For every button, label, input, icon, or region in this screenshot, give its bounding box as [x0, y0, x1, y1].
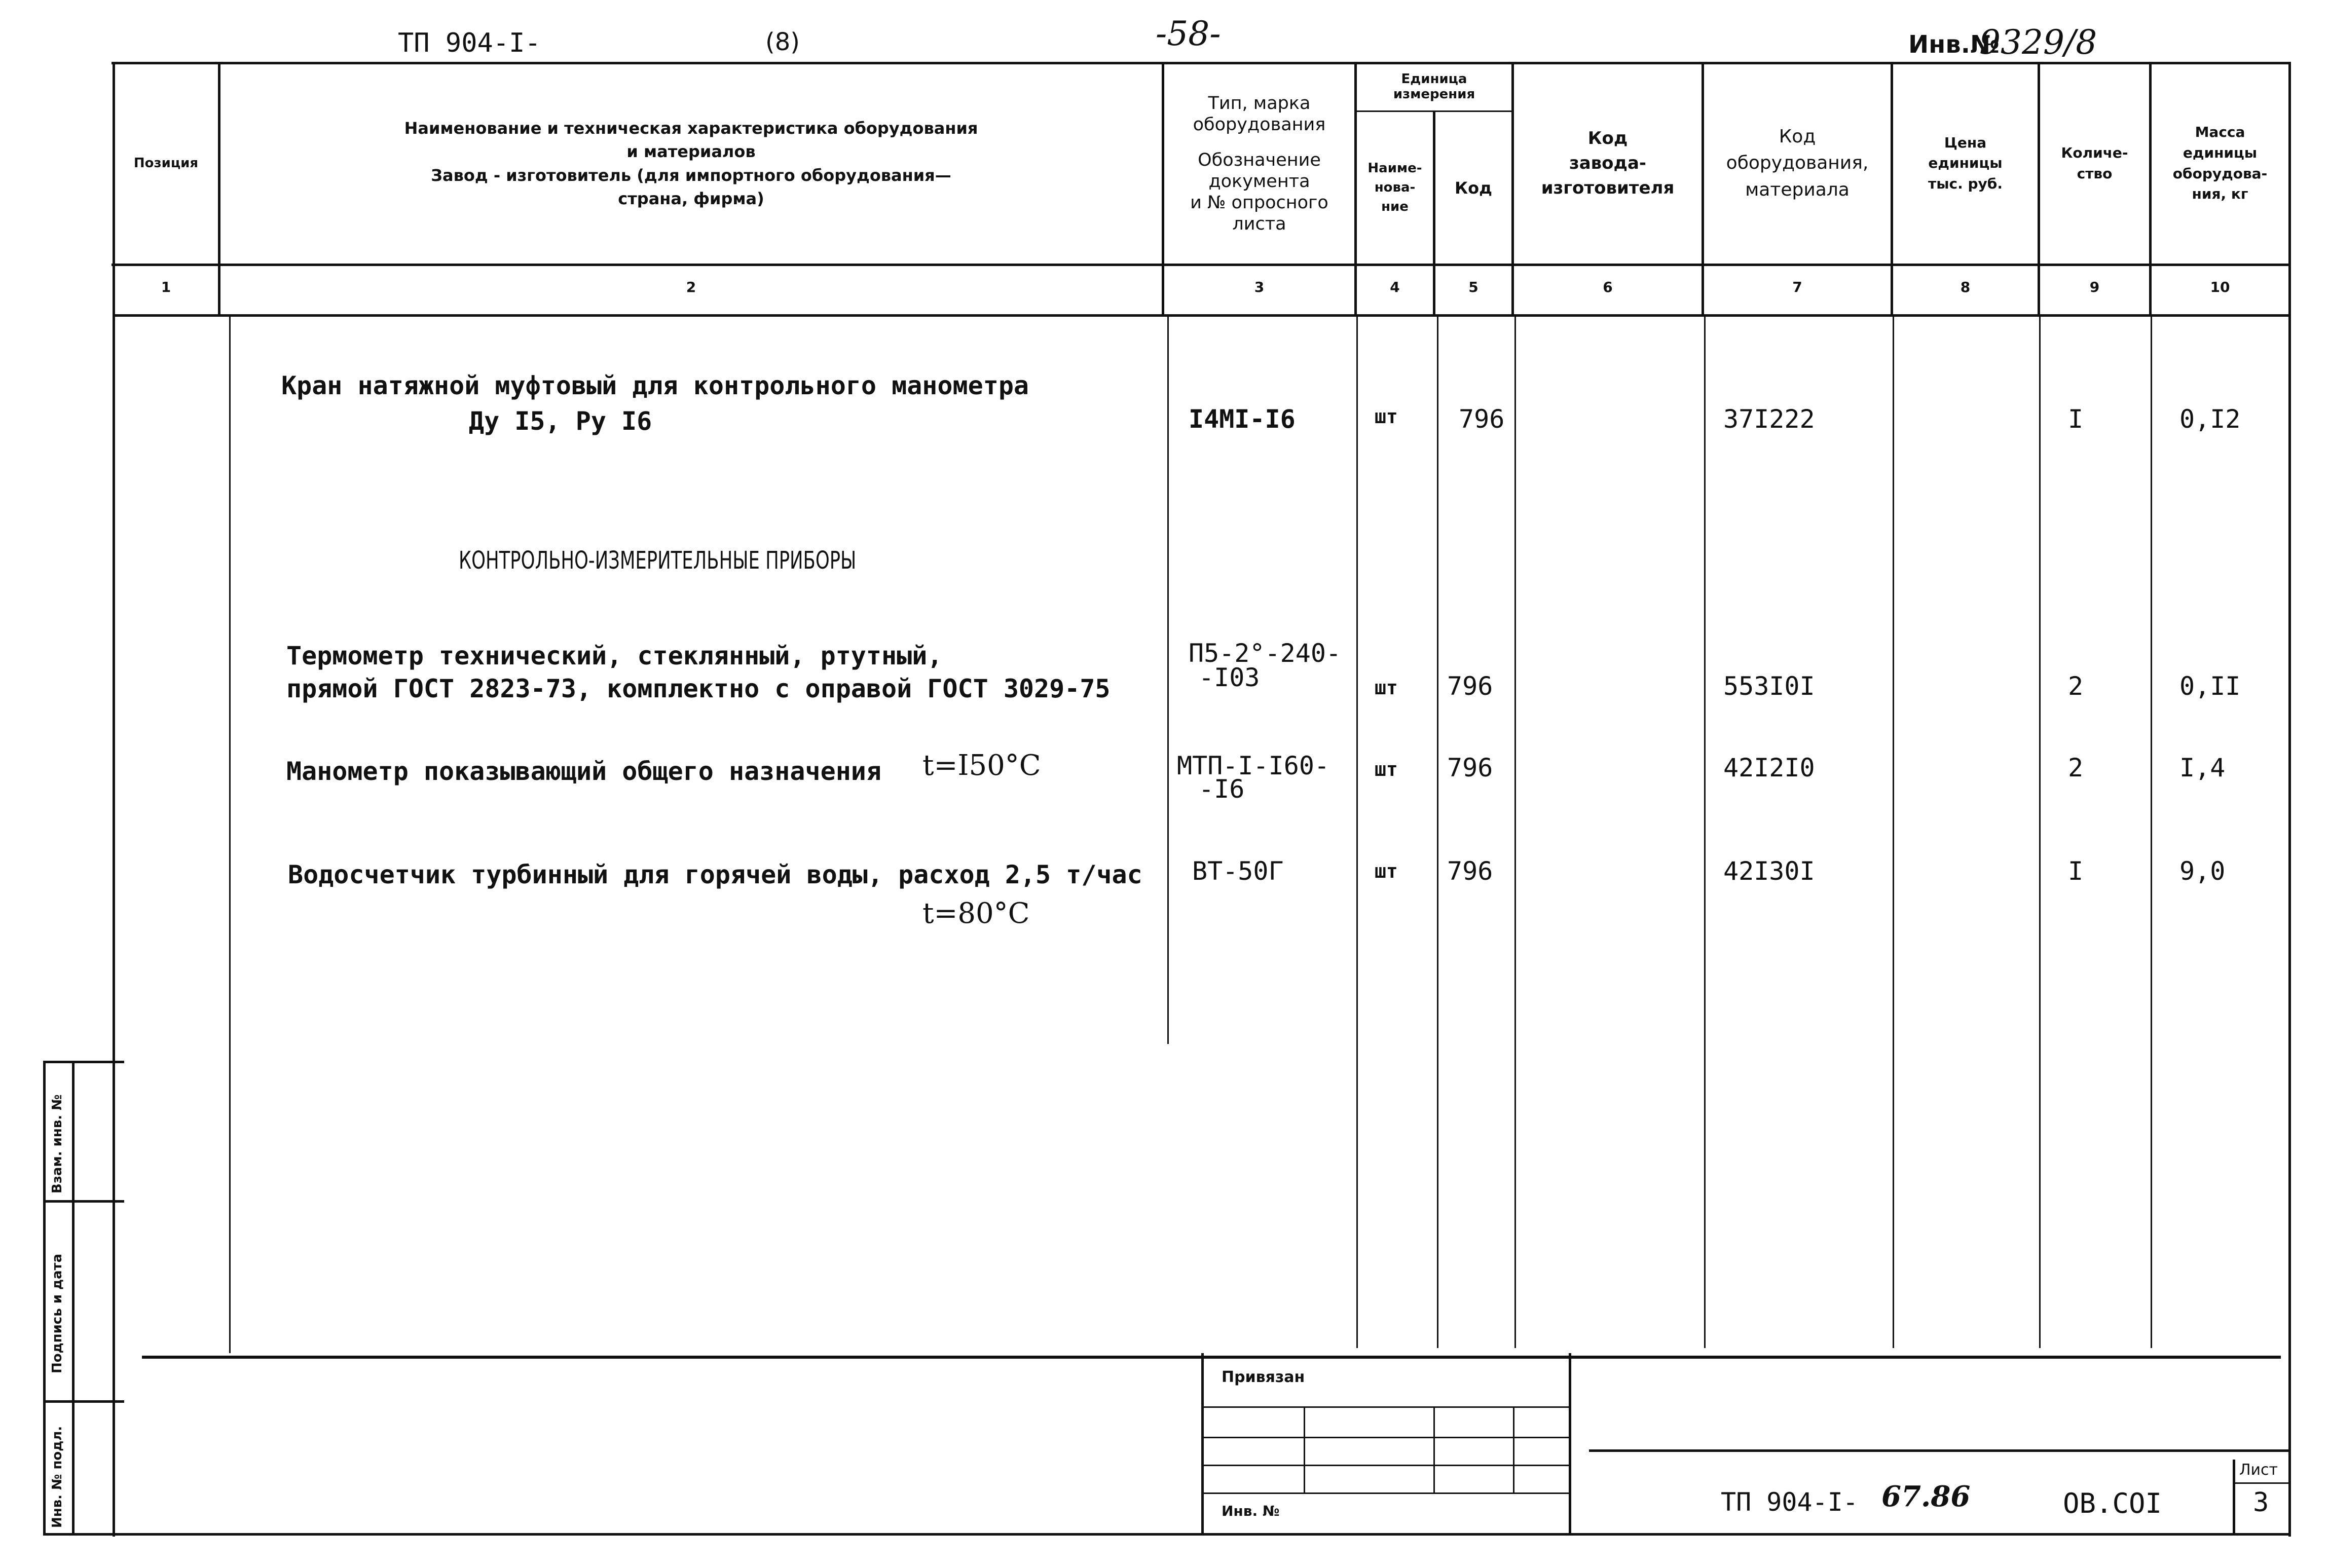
row4-type: ВТ-50Г: [1192, 856, 1284, 886]
row2-type-line2: -I03: [1199, 663, 1260, 692]
row2-quantity: 2: [2068, 671, 2084, 701]
col-number-7: 7: [1792, 279, 1802, 295]
inventory-label: Инв.№: [1908, 30, 2000, 59]
side-stamp-inner: [72, 1062, 75, 1536]
row4-mass: 9,0: [2179, 856, 2226, 886]
side-stamp-sep-1: [43, 1200, 124, 1203]
header-bottom-border: [112, 264, 2291, 266]
row4-quantity: I: [2068, 856, 2084, 886]
page-mark: -58-: [1156, 14, 1221, 53]
body-col-div-3: [1356, 314, 1358, 1348]
row1-unit-code: 796: [1459, 404, 1505, 434]
header-unit-name: Наиме- нова- ние: [1367, 161, 1422, 214]
header-mass: Масса единицы оборудова- ния, кг: [2172, 124, 2268, 203]
header-quantity: Количе- ство: [2061, 144, 2128, 182]
row2-mass: 0,II: [2179, 671, 2241, 701]
row4-unit-code: 796: [1447, 856, 1493, 886]
row1-quantity: I: [2068, 404, 2084, 434]
side-stamp-original-inv: Инв. № подл.: [50, 1426, 65, 1528]
header-type: Тип, марка оборудования Обозначение документа и № опросного листа: [1190, 93, 1328, 234]
row1-name-line1: Кран натяжной муфтовый для контрольного манометра: [281, 371, 1029, 400]
stamp-col-3: [1513, 1406, 1514, 1492]
col-number-10: 10: [2210, 279, 2230, 295]
sheet-label: Лист: [2239, 1461, 2278, 1479]
sheet-group: (8): [765, 28, 800, 56]
header-equipment-code: Код оборудования, материала: [1726, 126, 1869, 200]
row2-equipment-code: 553I0I: [1723, 671, 1815, 701]
row2-name-line2: прямой ГОСТ 2823-73, комплектно с оправой ГОСТ 3029-75: [286, 674, 1111, 703]
stamp-col-1: [1304, 1406, 1305, 1492]
title-block-mid: [1569, 1353, 1571, 1533]
header-unit-code: Код: [1455, 178, 1492, 198]
body-col-div-2: [1167, 314, 1169, 1044]
right-frame-line: [2288, 62, 2291, 1537]
col-number-6: 6: [1603, 279, 1613, 295]
col-number-9: 9: [2089, 279, 2100, 295]
header-position: Позиция: [133, 155, 199, 171]
header-unit-group: Единица измерения: [1393, 71, 1475, 102]
body-col-div-6: [1704, 314, 1706, 1348]
numbers-bottom-border: [114, 314, 2291, 317]
stamp-row-4: [1201, 1492, 1569, 1494]
doc-code-handwritten: 67.86: [1881, 1480, 1971, 1513]
row1-name-line2: Ду I5, Ру I6: [469, 406, 652, 436]
section-title: КОНТРОЛЬНО-ИЗМЕРИТЕЛЬНЫЕ ПРИБОРЫ: [459, 546, 857, 575]
row3-name: Манометр показывающий общего назначения: [286, 757, 881, 786]
row3-unit-code: 796: [1447, 753, 1493, 782]
header-manufacturer-code: Код завода- изготовителя: [1541, 128, 1675, 199]
row1-mass: 0,I2: [2179, 404, 2241, 434]
row4-name: Водосчетчик турбинный для горячей воды, расход 2,5 т/час: [288, 860, 1142, 889]
row3-temperature: t=I50°C: [922, 749, 1041, 782]
col-number-3: 3: [1254, 279, 1265, 295]
side-stamp-bottom: [43, 1533, 2291, 1536]
side-stamp-top: [43, 1061, 124, 1063]
row3-quantity: 2: [2068, 753, 2084, 782]
col-number-5: 5: [1468, 279, 1478, 295]
col-number-2: 2: [686, 279, 696, 295]
stamp-col-2: [1433, 1406, 1435, 1492]
row2-name-line1: Термометр технический, стеклянный, ртутный,: [286, 641, 943, 670]
col-number-8: 8: [1960, 279, 1971, 295]
row3-mass: I,4: [2179, 753, 2226, 782]
title-block-upper-line: [1589, 1449, 2291, 1452]
body-col-div-1: [229, 314, 231, 1353]
row1-equipment-code: 37I222: [1723, 404, 1815, 434]
row3-unit: шт: [1375, 758, 1398, 780]
doc-code-prefix: ТП 904-I-: [1721, 1487, 1858, 1517]
row1-type: I4MI-I6: [1189, 404, 1296, 434]
title-block-left: [1201, 1353, 1204, 1533]
project-code: ТП 904-I-: [398, 28, 541, 58]
header-name: Наименование и техническая характеристика оборудования и материалов Завод - изготовитель (для импортного оборудования— страна, фирма): [404, 118, 978, 208]
body-col-div-7: [1893, 314, 1894, 1348]
row1-unit: шт: [1375, 405, 1398, 428]
body-col-div-5: [1514, 314, 1516, 1348]
body-col-div-4: [1437, 314, 1438, 1348]
body-col-div-9: [2151, 314, 2152, 1348]
inventory-number: 9329/8: [1979, 23, 2097, 62]
sheet-box-divider: [2233, 1482, 2291, 1484]
doc-code-suffix: ОВ.СОI: [2063, 1487, 2162, 1519]
col-number-4: 4: [1390, 279, 1400, 295]
row3-type-line2: -I6: [1199, 774, 1245, 804]
sheet-number: 3: [2253, 1487, 2269, 1518]
stamp-inv-label: Инв. №: [1222, 1503, 1280, 1519]
row3-equipment-code: 42I2I0: [1723, 753, 1815, 782]
col-number-1: 1: [161, 279, 171, 295]
bound-label: Привязан: [1222, 1368, 1305, 1386]
body-col-div-8: [2039, 314, 2041, 1348]
row4-unit: шт: [1375, 860, 1398, 882]
header-price: Цена единицы тыс. руб.: [1928, 134, 2003, 192]
row3-type-line1: МТП-I-I60-: [1177, 751, 1330, 780]
row2-unit-code: 796: [1447, 671, 1493, 701]
row2-unit: шт: [1375, 677, 1398, 699]
row2-type-line1: П5-2°-240-: [1189, 639, 1342, 668]
sheet-box-left: [2233, 1460, 2235, 1533]
row4-temperature: t=80°C: [922, 897, 1030, 930]
side-stamp-outer: [43, 1062, 46, 1536]
side-stamp-signature-date: Подпись и дата: [50, 1253, 65, 1373]
row4-equipment-code: 42I30I: [1723, 856, 1815, 886]
side-stamp-replace-inv: Взам. инв. №: [50, 1094, 65, 1193]
side-stamp-sep-2: [43, 1400, 124, 1403]
body-bottom-line: [142, 1356, 2281, 1359]
